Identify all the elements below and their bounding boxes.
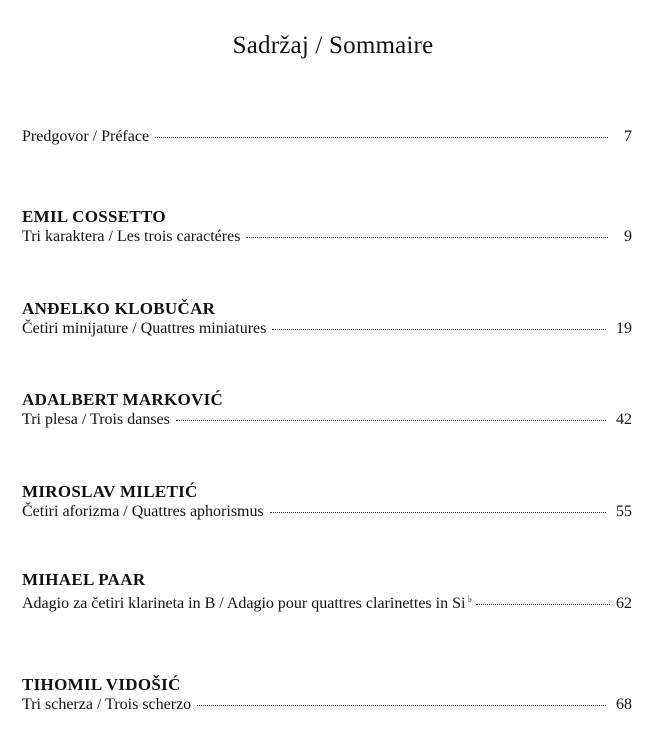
dot-leader bbox=[176, 420, 606, 421]
page-title: Sadržaj / Sommaire bbox=[232, 32, 434, 59]
toc-entry bbox=[22, 482, 632, 522]
toc-entry bbox=[22, 570, 632, 610]
page-number: 19 bbox=[616, 320, 632, 337]
toc-entry bbox=[22, 207, 632, 247]
toc-line bbox=[22, 695, 632, 715]
page-number: 62 bbox=[616, 595, 632, 612]
dot-leader bbox=[272, 329, 606, 330]
page-number: 55 bbox=[616, 503, 632, 520]
dot-leader bbox=[246, 237, 608, 238]
toc-line bbox=[22, 590, 632, 610]
composer-name: TIHOMIL VIDOŠIĆ bbox=[22, 675, 181, 694]
toc-line bbox=[22, 410, 632, 430]
toc-entry-preface bbox=[22, 127, 632, 147]
toc-line bbox=[22, 127, 632, 147]
page-number: 42 bbox=[616, 411, 632, 428]
composer-name: ANĐELKO KLOBUČAR bbox=[22, 299, 216, 318]
toc-line bbox=[22, 502, 632, 522]
page-number: 9 bbox=[624, 228, 632, 245]
work-title: Predgovor / Préface bbox=[22, 128, 150, 145]
work-title bbox=[22, 590, 472, 614]
dot-leader bbox=[476, 604, 610, 605]
toc-entry bbox=[22, 299, 632, 339]
toc-entry bbox=[22, 675, 632, 715]
page-number: 68 bbox=[616, 696, 632, 713]
work-title: Tri karaktera / Les trois caractéres bbox=[22, 228, 241, 245]
composer-name: MIHAEL PAAR bbox=[22, 570, 146, 589]
toc-line bbox=[22, 319, 632, 339]
work-title: Tri scherza / Trois scherzo bbox=[22, 696, 192, 713]
work-title: Tri plesa / Trois danses bbox=[22, 411, 170, 428]
work-title-text: Adagio za četiri klarineta in B / Adagio pour quattres clarinettes in Si bbox=[22, 595, 466, 612]
flat-symbol: ♭ bbox=[467, 594, 473, 605]
work-title: Četiri aforizma / Quattres aphorismus bbox=[22, 503, 264, 520]
composer-name: EMIL COSSETTO bbox=[22, 207, 166, 226]
composer-name: MIROSLAV MILETIĆ bbox=[22, 482, 198, 501]
dot-leader bbox=[155, 137, 608, 138]
toc-line bbox=[22, 227, 632, 247]
composer-name: ADALBERT MARKOVIĆ bbox=[22, 390, 224, 409]
page-number: 7 bbox=[624, 128, 632, 145]
dot-leader bbox=[270, 512, 606, 513]
dot-leader bbox=[197, 705, 606, 706]
toc-entry bbox=[22, 390, 632, 430]
work-title: Četiri minijature / Quattres miniatures bbox=[22, 320, 267, 337]
